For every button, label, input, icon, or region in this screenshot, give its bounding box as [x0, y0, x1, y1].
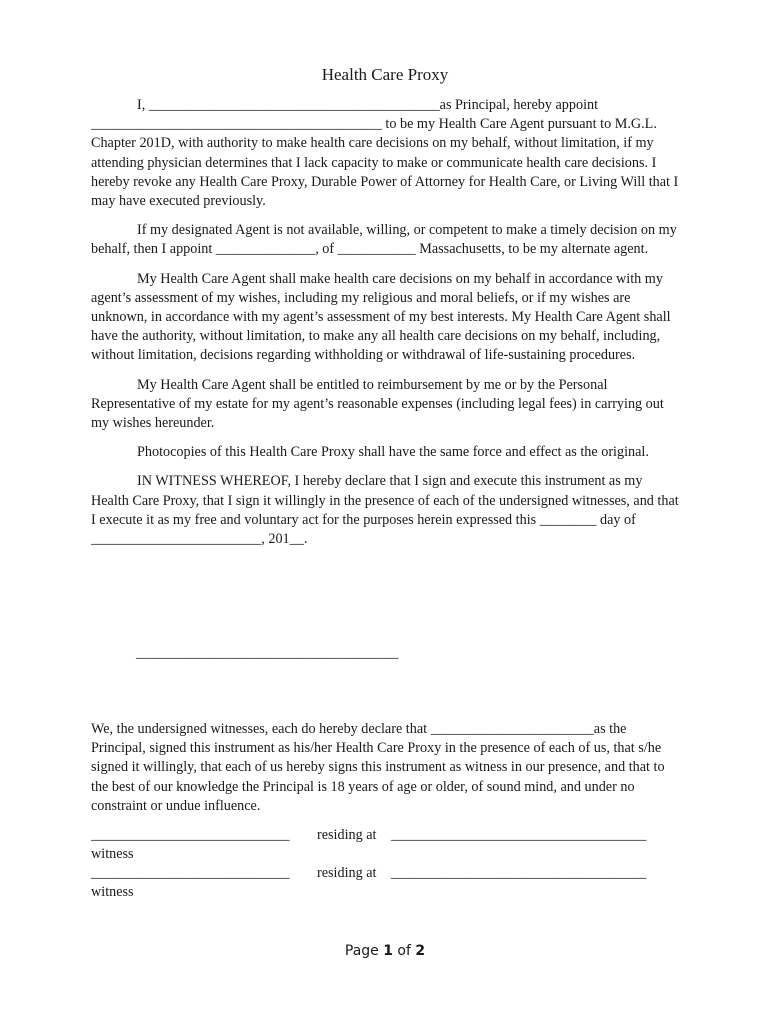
page-prefix: Page: [344, 943, 384, 959]
witness-whereof-paragraph: IN WITNESS WHEREOF, I hereby declare that I sign and execute this instrument as my Health Care Proxy, that I sign it willingly in the presence of each of the undersigned witnesses, and that I execute it as my free and voluntary act for the purposes herein expressed this ________ day of ________________________, 201__.: [91, 473, 679, 548]
agent-authority-paragraph: My Health Care Agent shall make health care decisions on my behalf in accordance with my agent’s assessment of my wishes, including my religious and moral beliefs, or if my wishes are unknown, in accordance with my agent’s assessment of my best interests. My Health Care Agent shall have the authority, without limitation, to make any all health care decisions on my behalf, including, without limitation, decisions regarding withholding or withdrawal of life-sustaining procedures.: [91, 270, 671, 364]
document-body: [91, 96, 683, 559]
witness-1-signature-blank: ____________________________: [91, 827, 290, 844]
alternate-agent-paragraph: If my designated Agent is not available, willing, or competent to make a timely decision on my behalf, then I appoint ______________, of ___________ Massachusetts, to be my alternate agent.: [91, 222, 677, 258]
witness-section: [91, 720, 683, 902]
witness-row-2: [91, 864, 683, 883]
witness-2-label: witness: [91, 884, 134, 901]
witness-1-address-blank: ____________________________________: [391, 827, 647, 844]
witness-1-label: witness: [91, 846, 134, 863]
witness-1-residing-label: residing at: [317, 827, 377, 844]
page-total: 2: [415, 943, 426, 959]
reimbursement-paragraph: My Health Care Agent shall be entitled to reimbursement by me or by the Personal Representative of my estate for my agent’s reasonable expenses (including legal fees) in carrying out my wishes hereunder.: [91, 376, 664, 432]
document-title: Health Care Proxy: [321, 65, 449, 84]
photocopies-paragraph: Photocopies of this Health Care Proxy shall have the same force and effect as the original.: [137, 444, 649, 461]
page-of: of: [392, 943, 416, 959]
witness-row-1: [91, 826, 683, 845]
witness-2-residing-label: residing at: [317, 865, 377, 882]
principal-signature-line: _____________________________________: [136, 645, 399, 661]
witness-declaration-paragraph: We, the undersigned witnesses, each do hereby declare that _______________________as the Principal, signed this instrument as his/her Health Care Proxy in the presence of each of us, that s/he signed it willingly, that each of us hereby signs this instrument as witness in our presence, and that to the best of our knowledge the Principal is 18 years of age or older, of sound mind, and under no constraint or undue influence.: [91, 721, 665, 814]
page-current: 1: [383, 943, 393, 959]
witness-2-address-blank: ____________________________________: [391, 865, 647, 882]
appointment-paragraph: I, _________________________________________as Principal, hereby appoint _________________________________________ to be my Health Care Agent pursuant to M.G.L. Chapter 201D, with authority to make health care decisions on my behalf, without limitation, if my attending physician determines that I lack capacity to make or communicate health care decisions. I hereby revoke any Health Care Proxy, Durable Power of Attorney for Health Care, or Living Will that I may have executed previously.: [91, 97, 679, 210]
witness-2-signature-blank: ____________________________: [91, 865, 290, 882]
page-number: [0, 942, 770, 960]
